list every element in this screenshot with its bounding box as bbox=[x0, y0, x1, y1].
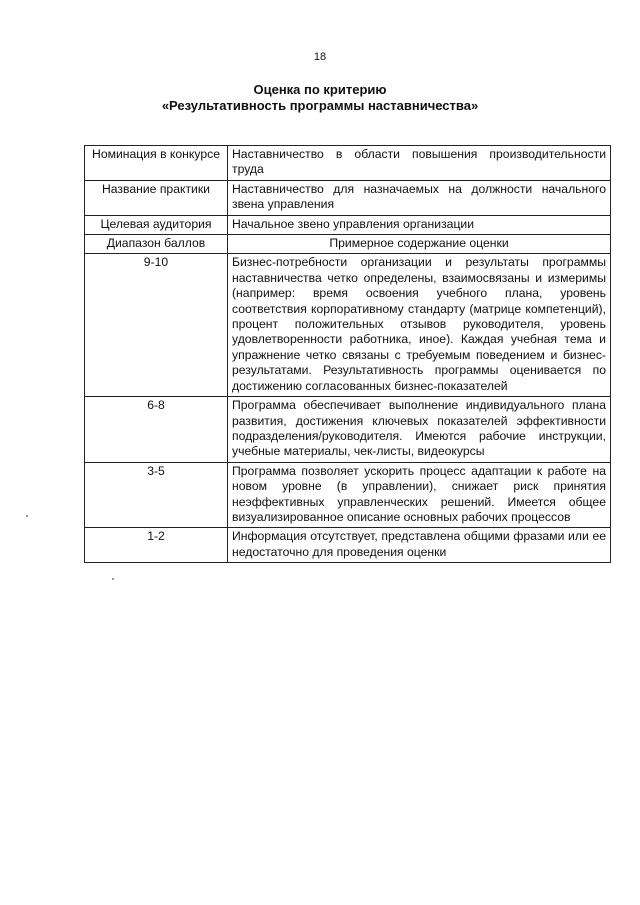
score-description: Информация отсутствует, представлена общими фразами или ее недостаточно для проведения оценки bbox=[228, 528, 611, 563]
table-row-score-9-10 bbox=[85, 254, 611, 397]
scan-speck bbox=[112, 578, 114, 580]
range-column-header: Диапазон баллов bbox=[85, 235, 228, 254]
document-title-line-1: Оценка по критерию bbox=[253, 82, 387, 97]
document-title-line-2: «Результативность программы наставничества» bbox=[161, 98, 479, 113]
target-audience-value: Начальное звено управления организации bbox=[228, 215, 611, 234]
table-header-row bbox=[85, 235, 611, 254]
nomination-label: Номинация в конкурсе bbox=[85, 146, 228, 181]
score-range: 9-10 bbox=[85, 254, 228, 397]
table-row-practice-name bbox=[85, 180, 611, 215]
score-range: 1-2 bbox=[85, 528, 228, 563]
practice-name-value: Наставничество для назначаемых на должности начального звена управления bbox=[228, 180, 611, 215]
score-range: 3-5 bbox=[85, 462, 228, 528]
score-description: Программа обеспечивает выполнение индивидуального плана развития, достижения ключевых показателей эффективности подразделения/руководителя. Имеются рабочие инструкции, учебные материалы, чек-листы, видеокурсы bbox=[228, 397, 611, 463]
target-audience-label: Целевая аудитория bbox=[85, 215, 228, 234]
score-description: Бизнес-потребности организации и результаты программы наставничества четко определены, взаимосвязаны и измеримы (например: время освоения учебного плана, уровень соответствия корпоративному стандарту (матрице компетенций), процент положительных отзывов руководителя, уровень удовлетворенности работника, иное). Каждая учебная тема и упражнение четко связаны с требуемым поведением и бизнес-результатами. Результативность программы оценивается по достижению согласованных бизнес-показателей bbox=[228, 254, 611, 397]
score-range: 6-8 bbox=[85, 397, 228, 463]
practice-name-label: Название практики bbox=[85, 180, 228, 215]
table-row-nomination bbox=[85, 146, 611, 181]
table-row-score-3-5 bbox=[85, 462, 611, 528]
nomination-value: Наставничество в области повышения производительности труда bbox=[228, 146, 611, 181]
table-row-score-1-2 bbox=[85, 528, 611, 563]
page-number: 18 bbox=[313, 51, 327, 63]
criteria-table bbox=[84, 145, 611, 563]
scan-speck bbox=[26, 515, 28, 517]
table-row-score-6-8 bbox=[85, 397, 611, 463]
score-description: Программа позволяет ускорить процесс адаптации к работе на новом уровне (в управлении), снижает риск принятия неэффективных управленческих решений. Имеется общее визуализированное описание основных рабочих процессов bbox=[228, 462, 611, 528]
table-row-target-audience bbox=[85, 215, 611, 234]
content-column-header: Примерное содержание оценки bbox=[228, 235, 611, 254]
